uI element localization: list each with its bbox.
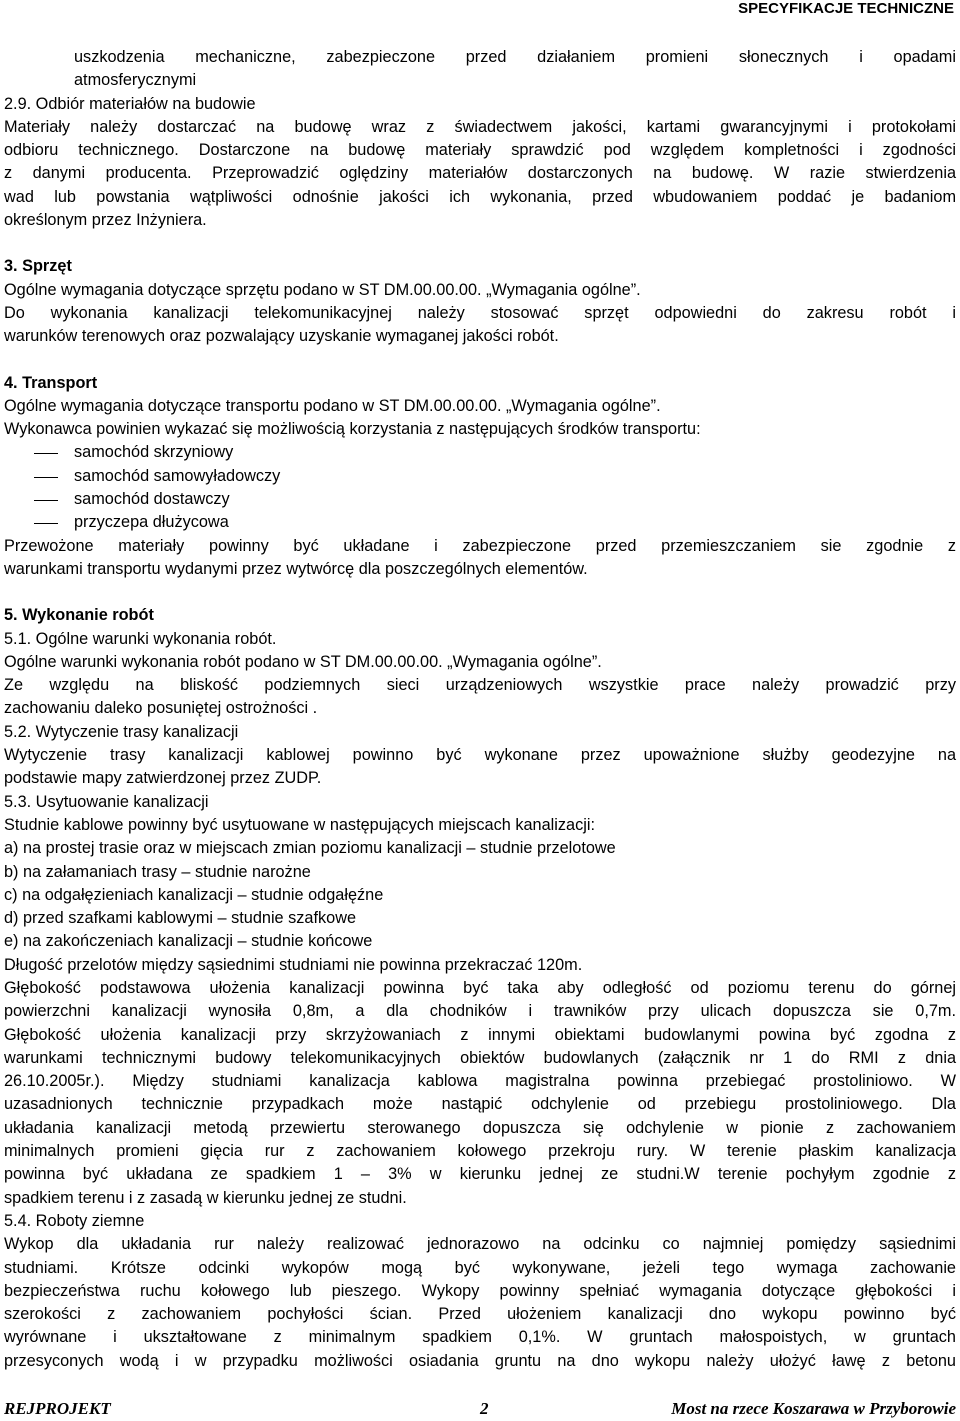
text-line: szerokości z zachowaniem pochyłości ścian. Przed ułożeniem kanalizacji dno wykopu powinno być [4,1305,956,1324]
text-line: uzasadnionych technicznie przypadkach może nastąpić odchylenie od przebiegu prostoliniowego. Dla [4,1095,956,1114]
text-line: Ogólne wymagania dotyczące transportu podano w ST DM.00.00.00. „Wymagania ogólne”. [4,396,661,415]
text-line: Studnie kablowe powinny być usytuowane w następujących miejscach kanalizacji: [4,815,595,834]
section-heading: 4. Transport [4,373,98,392]
list-item: samochód skrzyniowy [4,441,956,464]
paragraph-gap [4,581,956,604]
text-line: Głębokość ułożenia kanalizacji przy skrzyżowaniach z innymi obiektami budowlanymi powina być zgodna z [4,1025,956,1044]
text-line: 2.9. Odbiór materiałów na budowie [4,94,256,113]
text-line: podstawie mapy zatwierdzonej przez ZUDP. [4,769,322,788]
text-line: wad lub powstania wątpliwości odnośnie jakości ich wykonania, przed wbudowaniem poddać je badaniom [4,187,956,206]
text-line: z danymi producenta. Przeprowadzić oględziny materiałów dostarczonych na budowę. W razie stwierdzenia [4,164,956,183]
text-line: Wytyczenie trasy kanalizacji kablowej powinno być wykonane przez upoważnione służby geodezyjne na [4,746,956,765]
text-line: warunków terenowych oraz pozwalający uzyskanie wymaganej jakości robót. [4,327,559,346]
paragraph-gap [4,349,956,372]
text-line: Wykonawca powinien wykazać się możliwością korzystania z następujących środków transportu: [4,420,701,439]
footer-project-title: Most na rzece Koszarawa w Przyborowie [671,1399,956,1418]
text-line: c) na odgałęzieniach kanalizacji – studnie odgałęźne [4,885,384,904]
text-line: przesyconych wodą i w przypadku możliwości osiadania gruntu na dno wykopu należy ułożyć ławę z betonu [4,1351,956,1370]
text-line: 26.10.2005r.). Między studniami kanalizacja kablowa magistralna powinna przebiegać prostoliniowo. W [4,1072,956,1091]
text-line: e) na zakończeniach kanalizacji – studnie końcowe [4,932,373,951]
page-footer [4,1398,956,1420]
text-line: atmosferycznymi [74,71,197,90]
text-line: zachowaniu daleko posuniętej ostrożności . [4,699,318,718]
text-line: Ogólne wymagania dotyczące sprzętu podano w ST DM.00.00.00. „Wymagania ogólne”. [4,280,641,299]
text-line: Długość przelotów między sąsiednimi studniami nie powinna przekraczać 120m. [4,955,583,974]
text-line: d) przed szafkami kablowymi – studnie szafkowe [4,909,357,928]
text-line: określonym przez Inżyniera. [4,211,207,230]
page-header: SPECYFIKACJE TECHNICZNE [738,0,954,17]
footer-page-number: 2 [480,1399,489,1418]
text-line: powinna być układana ze spadkiem 1 – 3% w kierunku jednej ze studni.W terenie pochyłym zgodnie z [4,1165,956,1184]
text-line: powierzchni kanalizacji wynosiła 0,8m, a dla chodników i trawników przy ulicach dopuszcza sie 0,7m. [4,1002,956,1021]
text-line: warunkami technicznymi budowy telekomunikacyjnych obiektów budowlanych (załącznik nr 1 do RMI z dnia [4,1048,956,1067]
text-line: wyrównane i ukształtowane z minimalnym spadkiem 0,1%. W gruntach małospoistych, w gruntach [4,1328,956,1347]
text-line: b) na załamaniach trasy – studnie narożne [4,862,311,881]
text-line: odbioru technicznego. Dostarczone na budowę materiały sprawdzić pod względem kompletności i zgodności [4,141,956,160]
text-line: Przewożone materiały powinny być układane i zabezpieczone przed przemieszczaniem sie zgodnie z [4,536,956,555]
text-line: Wykop dla układania rur należy realizować jednorazowo na odcinku co najmniej pomiędzy sąsiednimi [4,1235,956,1254]
list-item: samochód samowyładowczy [4,465,956,488]
text-line: 5.2. Wytyczenie trasy kanalizacji [4,722,239,741]
text-line: Ze względu na bliskość podziemnych sieci urządzeniowych wszystkie prace należy prowadzić przy [4,676,956,695]
text-line: Głębokość podstawowa ułożenia kanalizacji powinna być taka aby odległość od poziomu terenu do górnej [4,978,956,997]
text-line: 5.4. Roboty ziemne [4,1211,145,1230]
list-item: samochód dostawczy [4,488,956,511]
text-line: układania kanalizacji metodą przewiertu sterowanego dopuszcza się odchylenie w pionie z zachowaniem [4,1118,956,1137]
section-heading: 5. Wykonanie robót [4,606,154,625]
footer-company: REJPROJEKT [4,1399,111,1418]
paragraph-gap [4,232,956,255]
text-line: spadkiem terenu i z zasadą w kierunku jednej ze studni. [4,1188,407,1207]
text-line: bezpieczeństwa ruchu kołowego lub pieszego. Wykopy powinny spełniać wymagania dotyczące głębokości i [4,1281,956,1300]
text-line: 5.3. Usytuowanie kanalizacji [4,792,209,811]
section-heading: 3. Sprzęt [4,257,72,276]
text-line: 5.1. Ogólne warunki wykonania robót. [4,629,277,648]
text-line: uszkodzenia mechaniczne, zabezpieczone przed działaniem promieni słonecznych i opadami [74,48,956,66]
list-item: przyczepa dłużycowa [4,511,956,534]
text-line: Ogólne warunki wykonania robót podano w ST DM.00.00.00. „Wymagania ogólne”. [4,652,602,671]
text-line: Materiały należy dostarczać na budowę wraz z świadectwem jakości, kartami gwarancyjnymi i protokołami [4,117,956,136]
text-line: studniami. Krótsze odcinki wykopów mogą być wykonywane, jeżeli tego wymaga zachowanie [4,1258,956,1277]
document-body [4,46,956,1373]
text-line: warunkami transportu wydanymi przez wytwórcę dla poszczególnych elementów. [4,559,588,578]
text-line: a) na prostej trasie oraz w miejscach zmian poziomu kanalizacji – studnie przelotowe [4,839,616,858]
text-line: minimalnych promieni gięcia rur z zachowaniem kołowego przekroju rury. W terenie płaskim kanalizacja [4,1142,956,1161]
text-line: Do wykonania kanalizacji telekomunikacyjnej należy stosować sprzęt odpowiedni do zakresu robót i [4,303,956,322]
